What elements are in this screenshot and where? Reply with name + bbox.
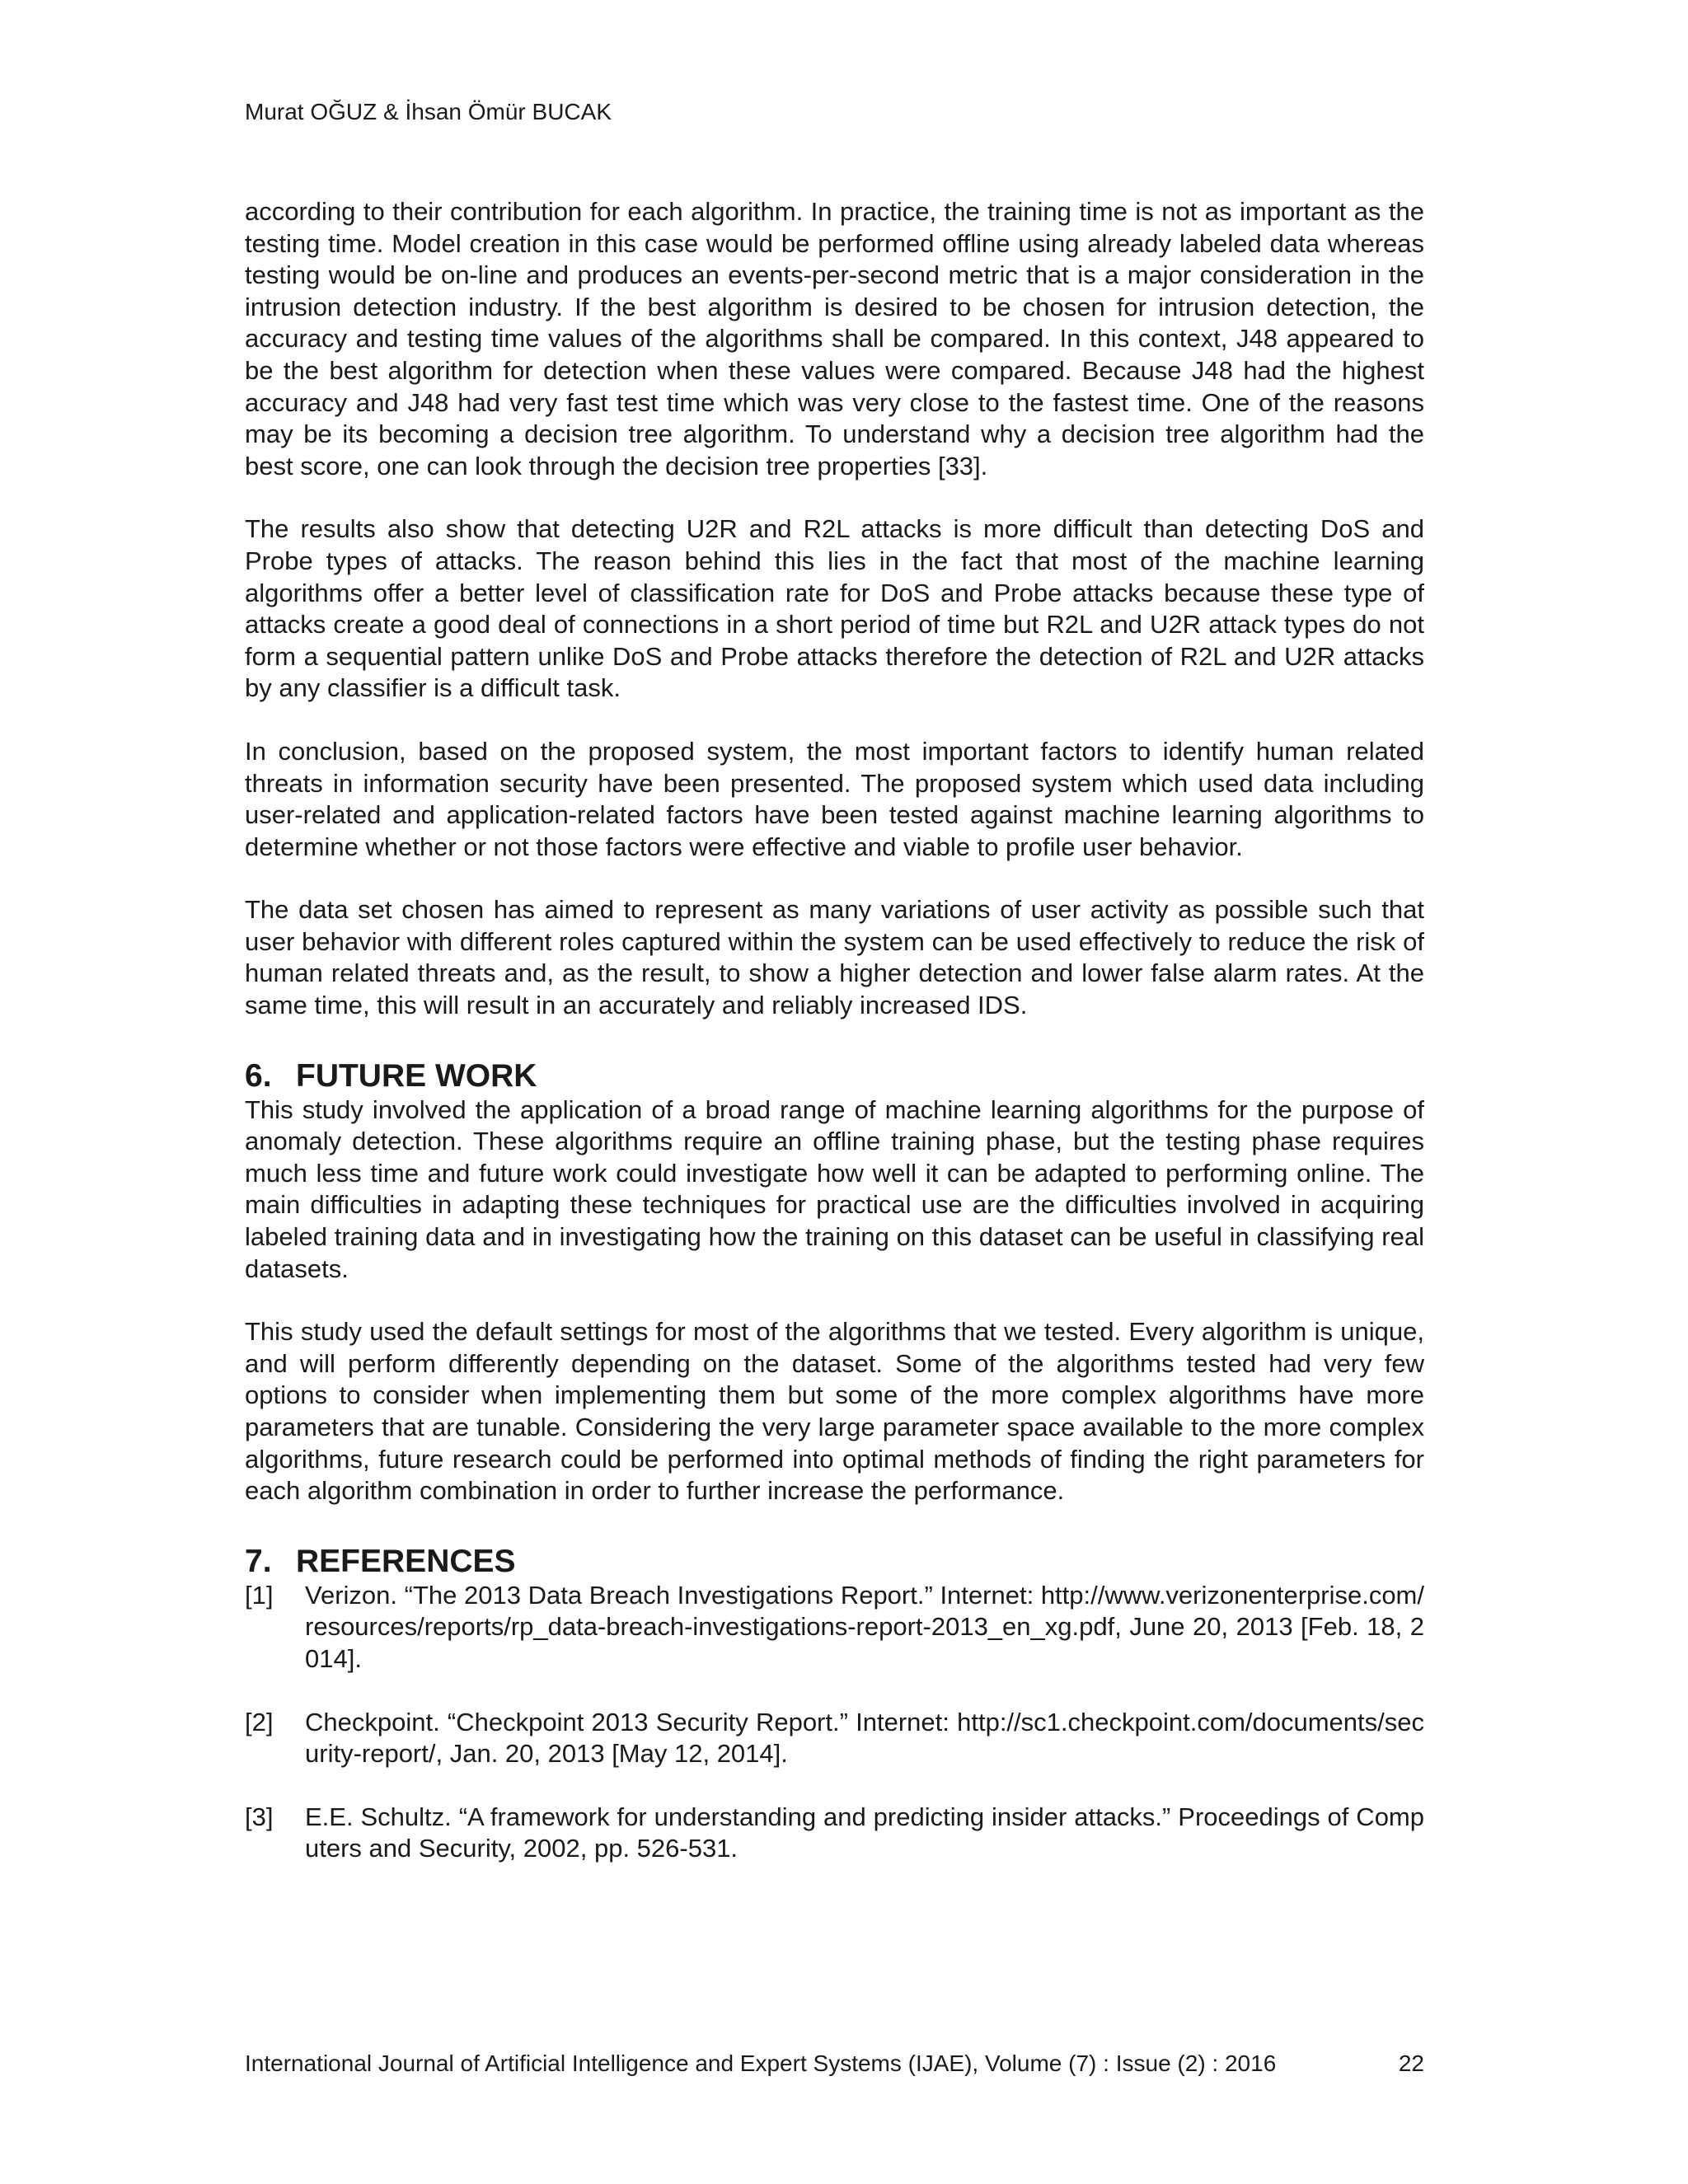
reference-list xyxy=(245,1580,1424,1865)
future-work-paragraph-1: This study involved the application of a broad range of machine learning algorithms for the purpose of anomaly detection. These algorithms require an offline training phase, but the testing phase requires much less time and future work could investigate how well it can be adapted to performing online. The main difficulties in adapting these techniques for practical use are the difficulties involved in acquiring labeled training data and in investigating how the training on this dataset can be useful in classifying real datasets. xyxy=(245,1094,1424,1283)
references-heading xyxy=(245,1544,1424,1580)
future-work-number: 6. xyxy=(245,1057,272,1094)
reference-item xyxy=(245,1580,1424,1675)
reference-number: [1] xyxy=(245,1580,274,1610)
page-number: 22 xyxy=(1398,2050,1424,2076)
running-head-authors: Murat OĞUZ & İhsan Ömür BUCAK xyxy=(245,99,612,124)
page-footer xyxy=(245,2047,1424,2080)
reference-text: Verizon. “The 2013 Data Breach Investigations Report.” Internet: http://www.verizonenterprise.com/resources/reports/rp_data-breach-investigations-report-2013_en_xg.pdf, June 20, 2013 [Feb. 18, 2014]. xyxy=(305,1580,1424,1673)
reference-text: Checkpoint. “Checkpoint 2013 Security Report.” Internet: http://sc1.checkpoint.com/documents/security-report/, Jan. 20, 2013 [May 12, 2014]. xyxy=(305,1707,1424,1769)
reference-number: [2] xyxy=(245,1707,274,1736)
body-paragraph-2: The results also show that detecting U2R and R2L attacks is more difficult than detecting DoS and Probe types of attacks. The reason behind this lies in the fact that most of the machine learning algorithms offer a better level of classification rate for DoS and Probe attacks because these type of attacks create a good deal of connections in a short period of time but R2L and U2R attack types do not form a sequential pattern unlike DoS and Probe attacks therefore the detection of R2L and U2R attacks by any classifier is a difficult task. xyxy=(245,514,1424,703)
reference-item xyxy=(245,1707,1424,1770)
body-paragraph-1: according to their contribution for each algorithm. In practice, the training time is not as important as the testing time. Model creation in this case would be performed offline using already labeled data whereas testing would be on-line and produces an events-per-second metric that is a major consideration in the intrusion detection industry. If the best algorithm is desired to be chosen for intrusion detection, the accuracy and testing time values of the algorithms shall be compared. In this context, J48 appeared to be the best algorithm for detection when these values were compared. Because J48 had the highest accuracy and J48 had very fast test time which was very close to the fastest time. One of the reasons may be its becoming a decision tree algorithm. To understand why a decision tree algorithm had the best score, one can look through the decision tree properties [33]. xyxy=(245,197,1424,480)
footer-journal: International Journal of Artificial Intelligence and Expert Systems (IJAE), Volume (7) : Issue (2) : 2016 xyxy=(245,2050,1277,2076)
page-content xyxy=(245,196,1424,1896)
reference-text: E.E. Schultz. “A framework for understanding and predicting insider attacks.” Proceedings of Computers and Security, 2002, pp. 526-531. xyxy=(305,1802,1424,1863)
future-work-heading xyxy=(245,1058,1424,1094)
future-work-paragraph-2: This study used the default settings for most of the algorithms that we tested. Every algorithm is unique, and will perform differently depending on the dataset. Some of the algorithms tested had very few options to consider when implementing them but some of the more complex algorithms have more parameters that are tunable. Considering the very large parameter space available to the more complex algorithms, future research could be performed into optimal methods of finding the right parameters for each algorithm combination in order to further increase the performance. xyxy=(245,1317,1424,1506)
future-work-title: FUTURE WORK xyxy=(296,1057,537,1094)
body-paragraph-4: The data set chosen has aimed to represent as many variations of user activity as possible such that user behavior with different roles captured within the system can be used effectively to reduce the risk of human related threats and, as the result, to show a higher detection and lower false alarm rates. At the same time, this will result in an accurately and reliably increased IDS. xyxy=(245,895,1424,1020)
body-paragraph-3: In conclusion, based on the proposed system, the most important factors to identify human related threats in information security have been presented. The proposed system which used data including user-related and application-related factors have been tested against machine learning algorithms to determine whether or not those factors were effective and viable to profile user behavior. xyxy=(245,736,1424,861)
references-title: REFERENCES xyxy=(296,1543,516,1579)
references-number: 7. xyxy=(245,1543,272,1579)
reference-item xyxy=(245,1802,1424,1865)
reference-number: [3] xyxy=(245,1802,274,1831)
